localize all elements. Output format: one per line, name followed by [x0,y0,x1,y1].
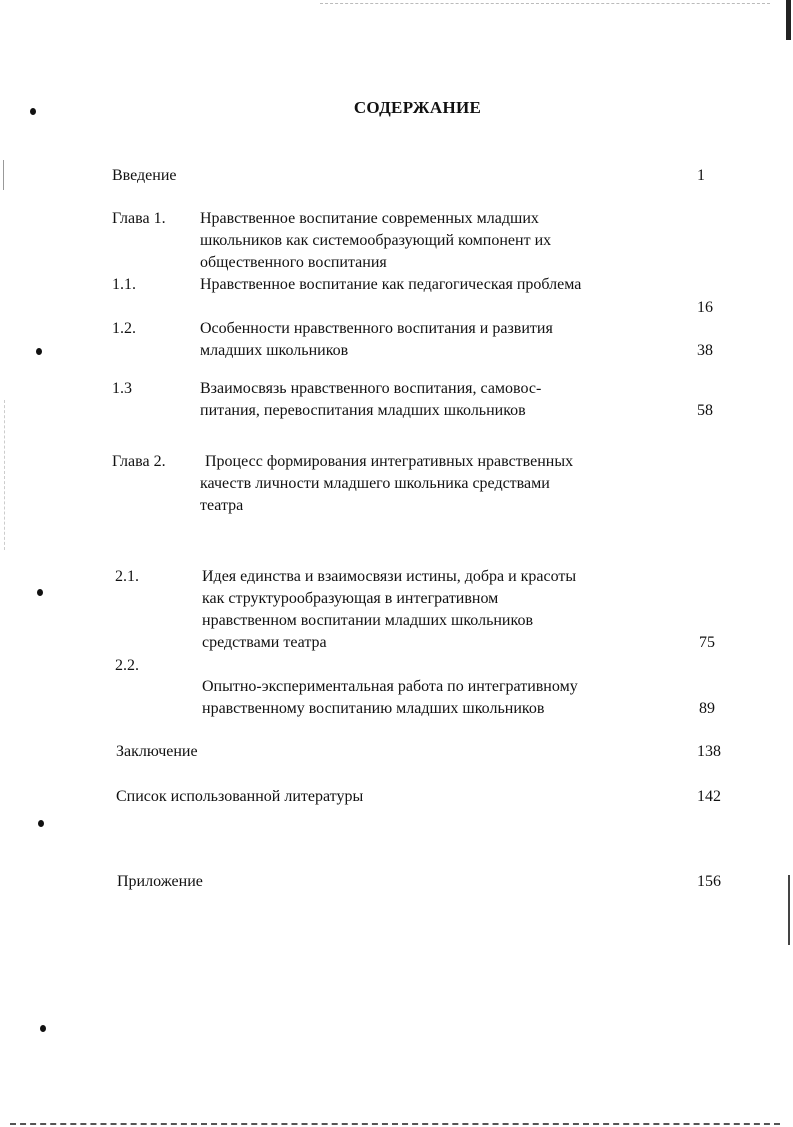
toc-page-conclusion: 138 [697,743,721,760]
binding-hole-mark [36,348,42,355]
binding-hole-mark [40,1025,46,1032]
toc-page-section-1-2: 38 [697,342,713,359]
toc-page-bibliography: 142 [697,788,721,805]
toc-label-conclusion: Заключение [116,743,198,760]
toc-title-line: школьников как системообразующий компонент их [200,232,552,249]
scan-artifact-bottom-line [10,1123,780,1125]
toc-title-line: Взаимосвязь нравственного воспитания, самовос- [200,380,542,397]
toc-label-appendix: Приложение [117,873,203,890]
scan-artifact-right-edge [786,0,791,40]
binding-hole-mark [37,589,43,596]
toc-label-bibliography: Список использованной литературы [116,788,364,805]
toc-number-section-1-2: 1.2. [112,320,136,337]
toc-title-line: средствами театра [202,634,327,651]
toc-title-line: нравственном воспитании младших школьников [202,612,533,629]
toc-number-chapter-1: Глава 1. [112,210,166,227]
toc-title-line: Процесс формирования интегративных нравственных [205,453,574,470]
toc-title-line: нравственному воспитанию младших школьников [202,700,545,717]
toc-number-section-2-1: 2.1. [115,568,139,585]
toc-title-line: Опытно-экспериментальная работа по интегративному [202,678,578,695]
toc-page-appendix: 156 [697,873,721,890]
toc-title-line: общественного воспитания [200,254,387,271]
scan-artifact-left-edge [4,400,5,550]
toc-title-line: Идея единства и взаимосвязи истины, добра и красоты [202,568,577,585]
toc-page-introduction: 1 [697,167,705,184]
toc-title-line: Особенности нравственного воспитания и развития [200,320,553,337]
toc-page-section-1-1: 16 [697,299,713,316]
toc-title-line: младших школьников [200,342,349,359]
toc-title-line: Нравственное воспитание как педагогическая проблема [200,276,582,293]
binding-hole-mark [38,820,44,827]
toc-label-introduction: Введение [112,167,177,184]
toc-number-section-2-2: 2.2. [115,657,139,674]
toc-title-line: Нравственное воспитание современных младших [200,210,539,227]
page-title: СОДЕРЖАНИЕ [353,98,482,117]
toc-page-section-2-2: 89 [699,700,715,717]
scan-artifact-right-edge [788,875,790,945]
scan-artifact-left-edge [3,160,4,190]
toc-number-section-1-3: 1.3 [112,380,132,397]
toc-page-section-1-3: 58 [697,402,713,419]
toc-title-line: питания, перевоспитания младших школьников [200,402,526,419]
toc-title-line: театра [200,497,244,514]
scan-artifact-top-line [320,3,770,4]
toc-number-section-1-1: 1.1. [112,276,136,293]
toc-page-section-2-1: 75 [699,634,715,651]
toc-number-chapter-2: Глава 2. [112,453,166,470]
toc-title-line: как структурообразующая в интегративном [202,590,499,607]
toc-title-line: качеств личности младшего школьника средствами [200,475,550,492]
